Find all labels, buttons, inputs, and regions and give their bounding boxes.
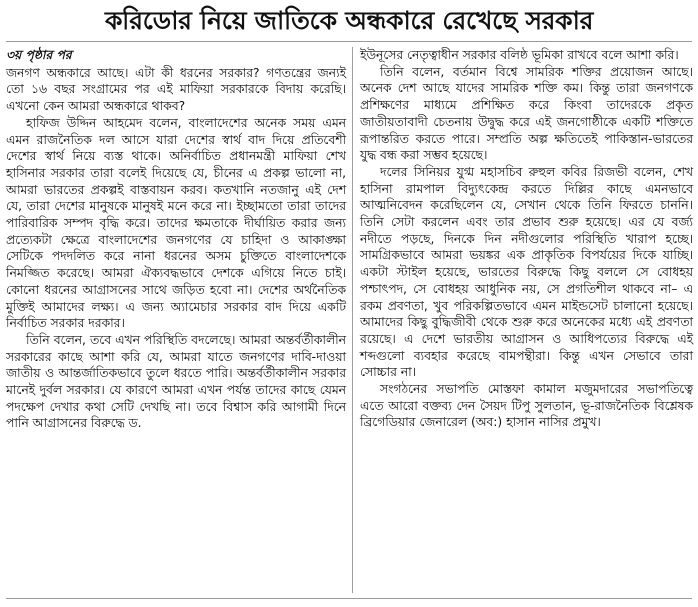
bottom-rule [6,598,692,599]
article-column-left [6,47,346,432]
paragraph: হাফিজ উদ্দিন আহমেদ বলেন, বাংলাদেশের অনেক সময় এমন এমন রাজনৈতিক দল আসে যারা দেশের স্বার্থ বাদ দিয়ে প্রতিবেশী দেশের স্বার্থ নিয়ে ব্যস্ত থাকে। অনির্বাচিত প্রধানমন্ত্রী মাফিয়া শেখ হাসিনার সরকার তারা বলেই দিয়েছে যে, চীনের এ প্রকল্প ভালো না, আমরা ভারতের প্রকল্পই বাস্তবায়ন করব। কতখানি নতজানু এই দেশ যে, তারা দেশের মানুষকে মানুষই মনে করে না। ইচ্ছামতো তারা তাদের পারিবারিক সম্পদ বৃদ্ধি করে। তাদের ক্ষমতাকে দীর্ঘায়িত করার জন্য প্রত্যেকটা ক্ষেত্রে বাংলাদেশের জনগণের যে চাহিদা ও আকাঙ্ক্ষা সেটিকে পদদলিত করে নানা ধরনের অসম চুক্তিতে বাংলাদেশকে নিমজ্জিত করেছে। আমরা ঐক্যবদ্ধভাবে দেশকে এগিয়ে নিতে চাই। কোনো ধরনের আগ্রাসনের সাথে জড়িত হবো না। দেশের অর্থনৈতিক মুক্তিই আমাদের লক্ষ্য। এ জন্য অ্যামেচার সরকার বাদ দিয়ে একটি নির্বাচিত সরকার দরকার। [6,115,346,331]
paragraph: তিনি বলেন, তবে এখন পরিস্থিতি বদলেছে। আমরা অন্তর্বর্তীকালীন সরকারের কাছে আশা করি যে, আমরা যাতে জনগণের দাবি-দাওয়া জাতীয় ও আন্তর্জাতিকভাবে তুলে ধরতে পারি। অন্তর্বর্তীকালীন সরকার মানেই দুর্বল সরকার। যে কারণে আমরা এখন পর্যন্ত তাদের কাছে যেমন পদক্ষেপ দেখার কথা সেটি দেখছি না। তবে বিশ্বাস করি আগামী দিনে পানি আগ্রাসনের বিরুদ্ধে ড. [6,332,346,431]
paragraph: তিনি বলেন, বর্তমান বিশ্বে সামরিক শক্তির প্রয়োজন আছে। অনেক দেশ আছে যাদের সামরিক শক্তি কম। কিন্তু তারা জনগণকে প্রশিক্ষণের মাধ্যমে প্রশিক্ষিত করে কিংবা তাদেরকে প্রকৃত জাতীয়তাবাদী চেতনায় উদ্বুদ্ধ করে এই জনগোষ্ঠীকে একটি শক্তিতে রূপান্তরিত করতে পারে। সম্প্রতি অল্প ক্ষতিতেই পাকিস্তান-ভারতের যুদ্ধ বন্ধ করা সম্ভব হয়েছে। [360,64,693,163]
paragraph: সংগঠনের সভাপতি মোস্তফা কামাল মজুমদারের সভাপতিত্বে এতে আরো বক্তব্য দেন সৈয়দ টিপু সুলতান, ভূ-রাজনৈতিক বিশ্লেষক ব্রিগেডিয়ার জেনারেল (অব:) হাসান নাসির প্রমুখ। [360,382,693,430]
paragraph: ইউনূসের নেতৃত্বাধীন সরকার বলিষ্ঠ ভূমিকা রাখবে বলে আশা করি। [360,48,679,62]
headline-rule [6,41,692,42]
paragraph: দলের সিনিয়র যুগ্ম মহাসচিব রুহুল কবির রিজভী বলেন, শেখ হাসিনা রামপাল বিদ্যুৎকেন্দ্র করতে দিল্লির কাছে এমনভাবে আত্মনিবেদন করেছিলেন যে, সেখান থেকে তিনি ফিরতে চাননি। তিনি সেটা করলেন এবং তার প্রভাব শুরু হয়েছে। এর যে বর্জ্য নদীতে পড়ছে, দিনকে দিন নদীগুলোর পরিস্থিতি খারাপ হচ্ছে। সামগ্রিকভাবে আমরা ভয়ঙ্কর এক প্রাকৃতিক বিপর্যয়ের দিকে যাচ্ছি। একটা স্টাইল হয়েছে, ভারতের বিরুদ্ধে কিছু বললে সে বোধহয় পশ্চাৎপদ, সে বোধহয় আধুনিক নয়, সে প্রগতিশীল থাকবে না– এ রকম প্রবণতা, খুব পরিকল্পিতভাবে এমন মাইন্ডসেট চালানো হয়েছে। আমাদের কিছু বুদ্ধিজীবী থেকে শুরু করে অনেকের মধ্যে এই প্রবণতা রয়েছে। এ দেশে ভারতীয় আগ্রাসন ও আধিপত্যের বিরুদ্ধে এই শব্দগুলো ব্যবহার করেছে বামপন্থীরা। কিন্তু এখন সেভাবে তারা সোচ্চার না। [360,164,693,380]
article-column-right [360,47,693,431]
paragraph: জনগণ অন্ধকারে আছে। এটা কী ধরনের সরকার? গণতন্ত্রের জন্যই তো ১৬ বছর সংগ্রামের পর এই মাফিয়া সরকারকে বিদায় করেছি। এখনো কেন আমরা অন্ধকারে থাকব? [6,65,346,114]
headline: করিডোর নিয়ে জাতিকে অন্ধকারে রেখেছে সরকার [104,6,594,35]
continuation-label: ৩য় পৃষ্ঠার পর [6,48,72,62]
column-divider [352,47,353,593]
